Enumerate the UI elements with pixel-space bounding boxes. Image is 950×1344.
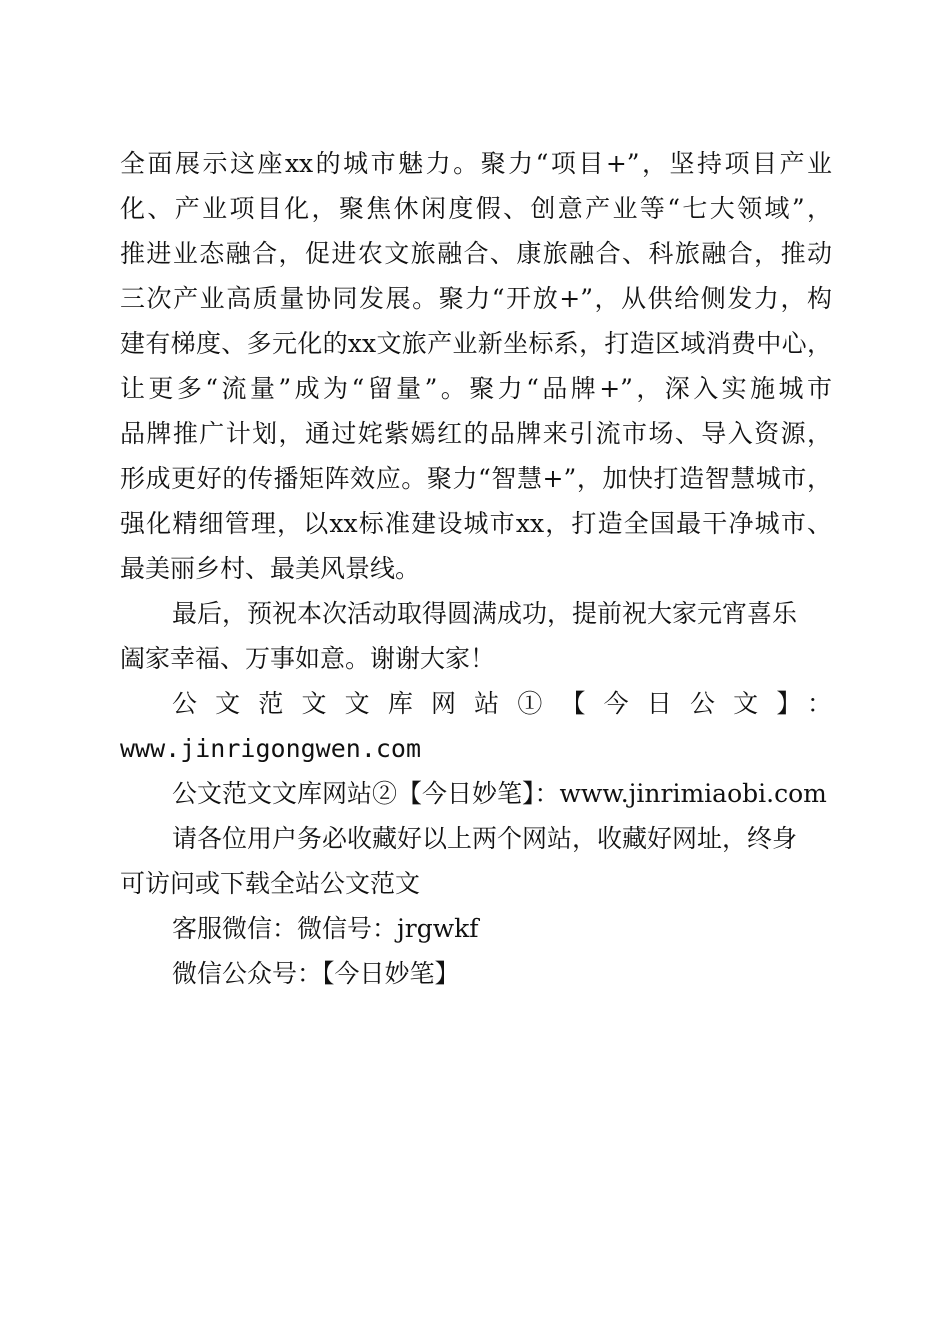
paragraph-line: 强化精细管理，以xx标准建设城市xx，打造全国最干净城市、	[120, 509, 832, 538]
paragraph-line: 推进业态融合，促进农文旅融合、康旅融合、科旅融合，推动	[120, 239, 832, 268]
official-account: 微信公众号：【今日妙笔】	[172, 959, 460, 988]
paragraph-closing	[120, 591, 832, 681]
service-block	[120, 906, 832, 951]
paragraph-line: 建有梯度、多元化的xx文旅产业新坐标系，打造区域消费中心，	[120, 329, 832, 358]
paragraph-line: 化、产业项目化，聚焦休闲度假、创意产业等“七大领域”，	[120, 194, 832, 223]
paragraph-line: 品牌推广计划，通过姹紫嫣红的品牌来引流市场、导入资源，	[120, 419, 832, 448]
notice-block	[120, 816, 832, 906]
document-body	[120, 141, 832, 996]
paragraph-line: 最美丽乡村、最美风景线。	[120, 554, 421, 583]
paragraph-line: 阖家幸福、万事如意。谢谢大家！	[120, 644, 496, 673]
site-1-url[interactable]: www.jinrigongwen.com	[120, 734, 422, 763]
paragraph-line: 全面展示这座xx的城市魅力。聚力“项目+”，坚持项目产业	[120, 149, 832, 178]
paragraph-line: 让更多“流量”成为“留量”。聚力“品牌+”，深入实施城市	[120, 374, 832, 403]
paragraph-line: 三次产业高质量协同发展。聚力“开放+”，从供给侧发力，构	[120, 284, 832, 313]
paragraph-line: 最后，预祝本次活动取得圆满成功，提前祝大家元宵喜乐	[172, 599, 798, 628]
paragraph-main	[120, 141, 832, 591]
paragraph-line: 形成更好的传播矩阵效应。聚力“智慧+”，加快打造智慧城市，	[120, 464, 832, 493]
site-1-block	[120, 681, 832, 771]
site-2-block	[120, 771, 832, 816]
site-2-line[interactable]: 公文范文文库网站②【今日妙笔】：www.jinrimiaobi.com	[172, 779, 827, 808]
service-wechat: 客服微信：微信号：jrgwkf	[172, 914, 479, 943]
notice-line: 请各位用户务必收藏好以上两个网站，收藏好网址，终身	[172, 824, 798, 853]
site-1-label: 公文范文文库网站①【今日公文】：	[172, 689, 832, 718]
official-account-block	[120, 951, 832, 996]
notice-line: 可访问或下载全站公文范文	[120, 869, 421, 898]
